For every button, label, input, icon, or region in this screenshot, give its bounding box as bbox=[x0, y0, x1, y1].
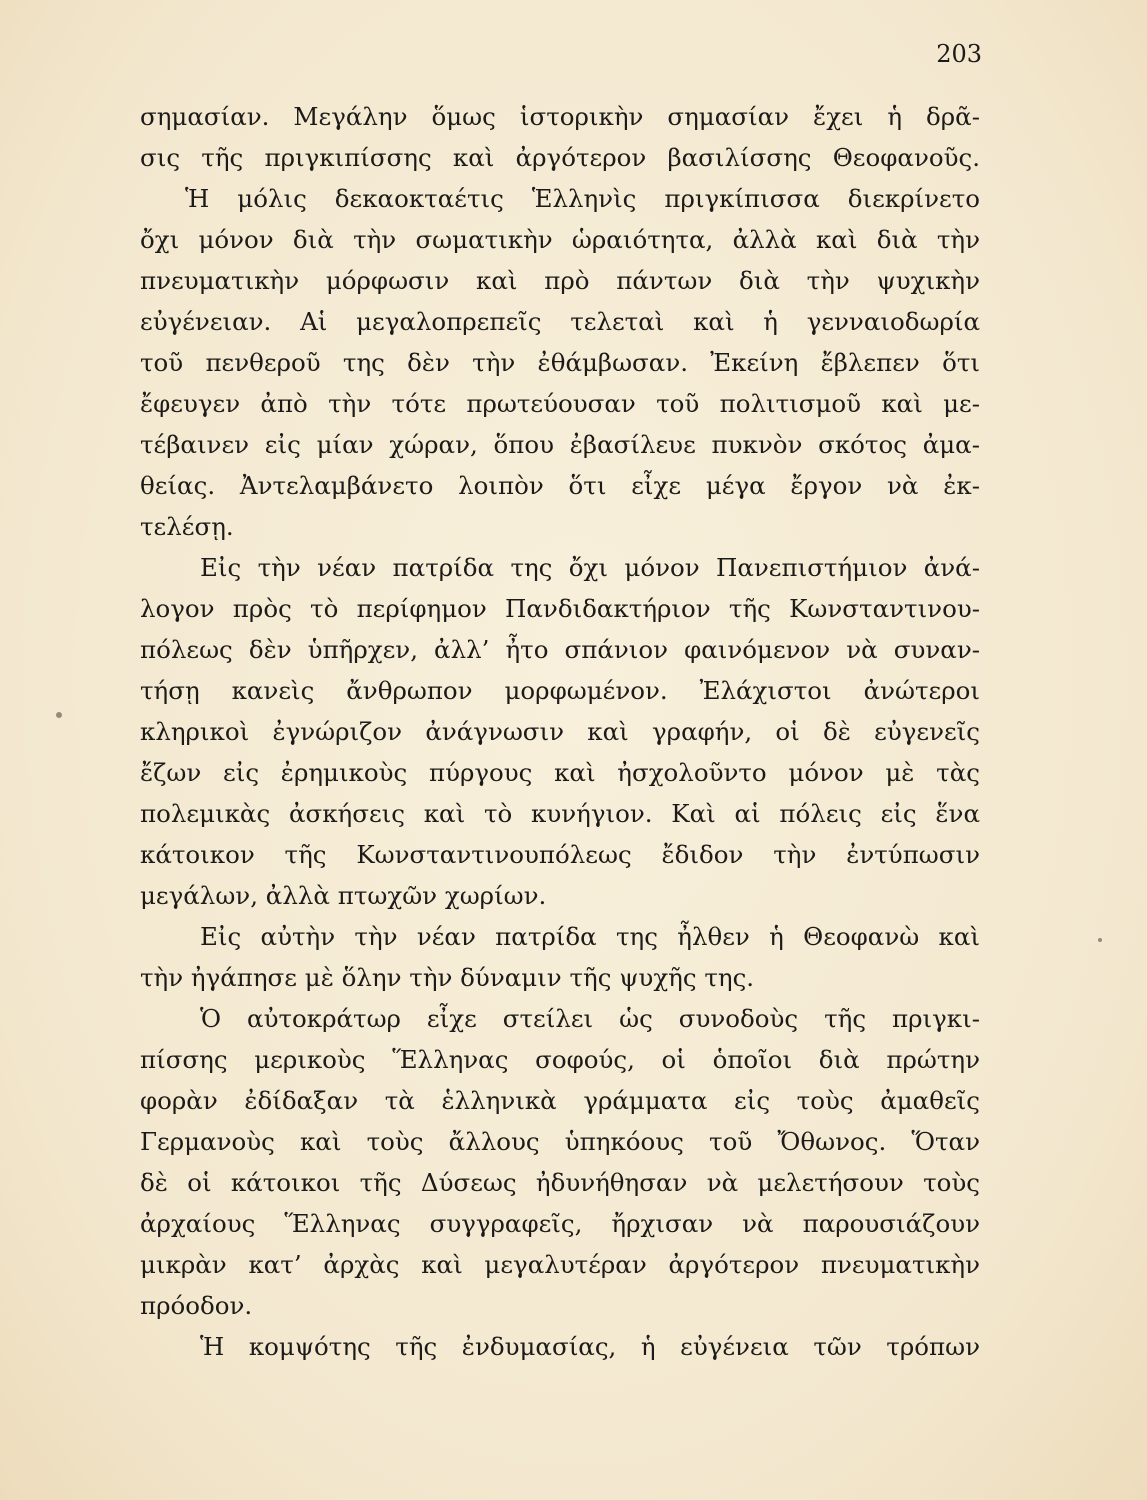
text-line: κάτοικον τῆς Κωνσταντινουπόλεως ἔδιδον τὴν ἐντύπωσιν bbox=[140, 840, 980, 869]
text-line: Ἡ κομψότης τῆς ἐνδυμασίας, ἡ εὐγένεια τῶν τρόπων bbox=[200, 1332, 980, 1361]
text-line: θείας. Ἀντελαμβάνετο λοιπὸν ὅτι εἶχε μέγα ἔργον νὰ ἐκ- bbox=[140, 471, 980, 500]
text-line: δὲ οἱ κάτοικοι τῆς Δύσεως ἠδυνήθησαν νὰ μελετήσουν τοὺς bbox=[140, 1168, 980, 1197]
text-line: πολεμικὰς ἀσκήσεις καὶ τὸ κυνήγιον. Καὶ αἱ πόλεις εἰς ἕνα bbox=[140, 799, 980, 828]
text-line: ὄχι μόνον διὰ τὴν σωματικὴν ὡραιότητα, ἀλλὰ καὶ διὰ τὴν bbox=[140, 225, 980, 254]
text-line: Εἰς τὴν νέαν πατρίδα της ὄχι μόνον Πανεπιστήμιον ἀνά- bbox=[200, 553, 980, 582]
paper-speck bbox=[1098, 938, 1102, 942]
text-line: πρόοδον. bbox=[140, 1291, 253, 1320]
text-line: τελέσῃ. bbox=[140, 512, 234, 541]
text-line: ἀρχαίους Ἕλληνας συγγραφεῖς, ἤρχισαν νὰ παρουσιάζουν bbox=[140, 1209, 980, 1238]
text-line: Ἡ μόλις δεκαοκταέτις Ἑλληνὶς πριγκίπισσα διεκρίνετο bbox=[185, 184, 980, 213]
text-line: Γερμανοὺς καὶ τοὺς ἄλλους ὑπηκόους τοῦ Ὄθωνος. Ὅταν bbox=[140, 1127, 980, 1156]
text-line: τοῦ πενθεροῦ της δὲν τὴν ἐθάμβωσαν. Ἐκείνη ἔβλεπεν ὅτι bbox=[140, 348, 980, 377]
text-line: σημασίαν. Μεγάλην ὅμως ἱστορικὴν σημασίαν ἔχει ἡ δρᾶ- bbox=[140, 102, 980, 131]
text-line: λογον πρὸς τὸ περίφημον Πανδιδακτήριον τῆς Κωνσταντινου- bbox=[140, 594, 980, 623]
text-line: μεγάλων, ἀλλὰ πτωχῶν χωρίων. bbox=[140, 881, 547, 910]
text-line: ἔφευγεν ἀπὸ τὴν τότε πρωτεύουσαν τοῦ πολιτισμοῦ καὶ με- bbox=[140, 389, 980, 418]
body-text bbox=[140, 96, 980, 1367]
paper-speck bbox=[56, 712, 62, 718]
text-line: σις τῆς πριγκιπίσσης καὶ ἀργότερον βασιλίσσης Θεοφανοῦς. bbox=[140, 143, 980, 172]
text-line: τὴν ἠγάπησε μὲ ὅλην τὴν δύναμιν τῆς ψυχῆς της. bbox=[140, 963, 755, 992]
text-line: μικρὰν κατ’ ἀρχὰς καὶ μεγαλυτέραν ἀργότερον πνευματικὴν bbox=[140, 1250, 980, 1279]
text-line: πόλεως δὲν ὑπῆρχεν, ἀλλ’ ἦτο σπάνιον φαινόμενον νὰ συναν- bbox=[140, 635, 980, 664]
text-line: Ὁ αὐτοκράτωρ εἶχε στείλει ὡς συνοδοὺς τῆς πριγκι- bbox=[200, 1004, 980, 1033]
text-line: πίσσης μερικοὺς Ἕλληνας σοφούς, οἱ ὁποῖοι διὰ πρώτην bbox=[140, 1045, 980, 1074]
text-line: ἔζων εἰς ἐρημικοὺς πύργους καὶ ἠσχολοῦντο μόνον μὲ τὰς bbox=[140, 758, 980, 787]
page-number: 203 bbox=[936, 40, 982, 68]
text-line: φορὰν ἐδίδαξαν τὰ ἑλληνικὰ γράμματα εἰς τοὺς ἀμαθεῖς bbox=[140, 1086, 980, 1115]
text-line: τήσῃ κανεὶς ἄνθρωπον μορφωμένον. Ἐλάχιστοι ἀνώτεροι bbox=[140, 676, 980, 705]
text-line: τέβαινεν εἰς μίαν χώραν, ὅπου ἐβασίλευε πυκνὸν σκότος ἀμα- bbox=[140, 430, 980, 459]
text-line: πνευματικὴν μόρφωσιν καὶ πρὸ πάντων διὰ τὴν ψυχικὴν bbox=[140, 266, 980, 295]
text-line: εὐγένειαν. Αἱ μεγαλοπρεπεῖς τελεταὶ καὶ ἡ γενναιοδωρία bbox=[140, 307, 980, 336]
text-line: κληρικοὶ ἐγνώριζον ἀνάγνωσιν καὶ γραφήν, οἱ δὲ εὐγενεῖς bbox=[140, 717, 980, 746]
text-line: Εἰς αὐτὴν τὴν νέαν πατρίδα της ἦλθεν ἡ Θεοφανὼ καὶ bbox=[200, 922, 980, 951]
